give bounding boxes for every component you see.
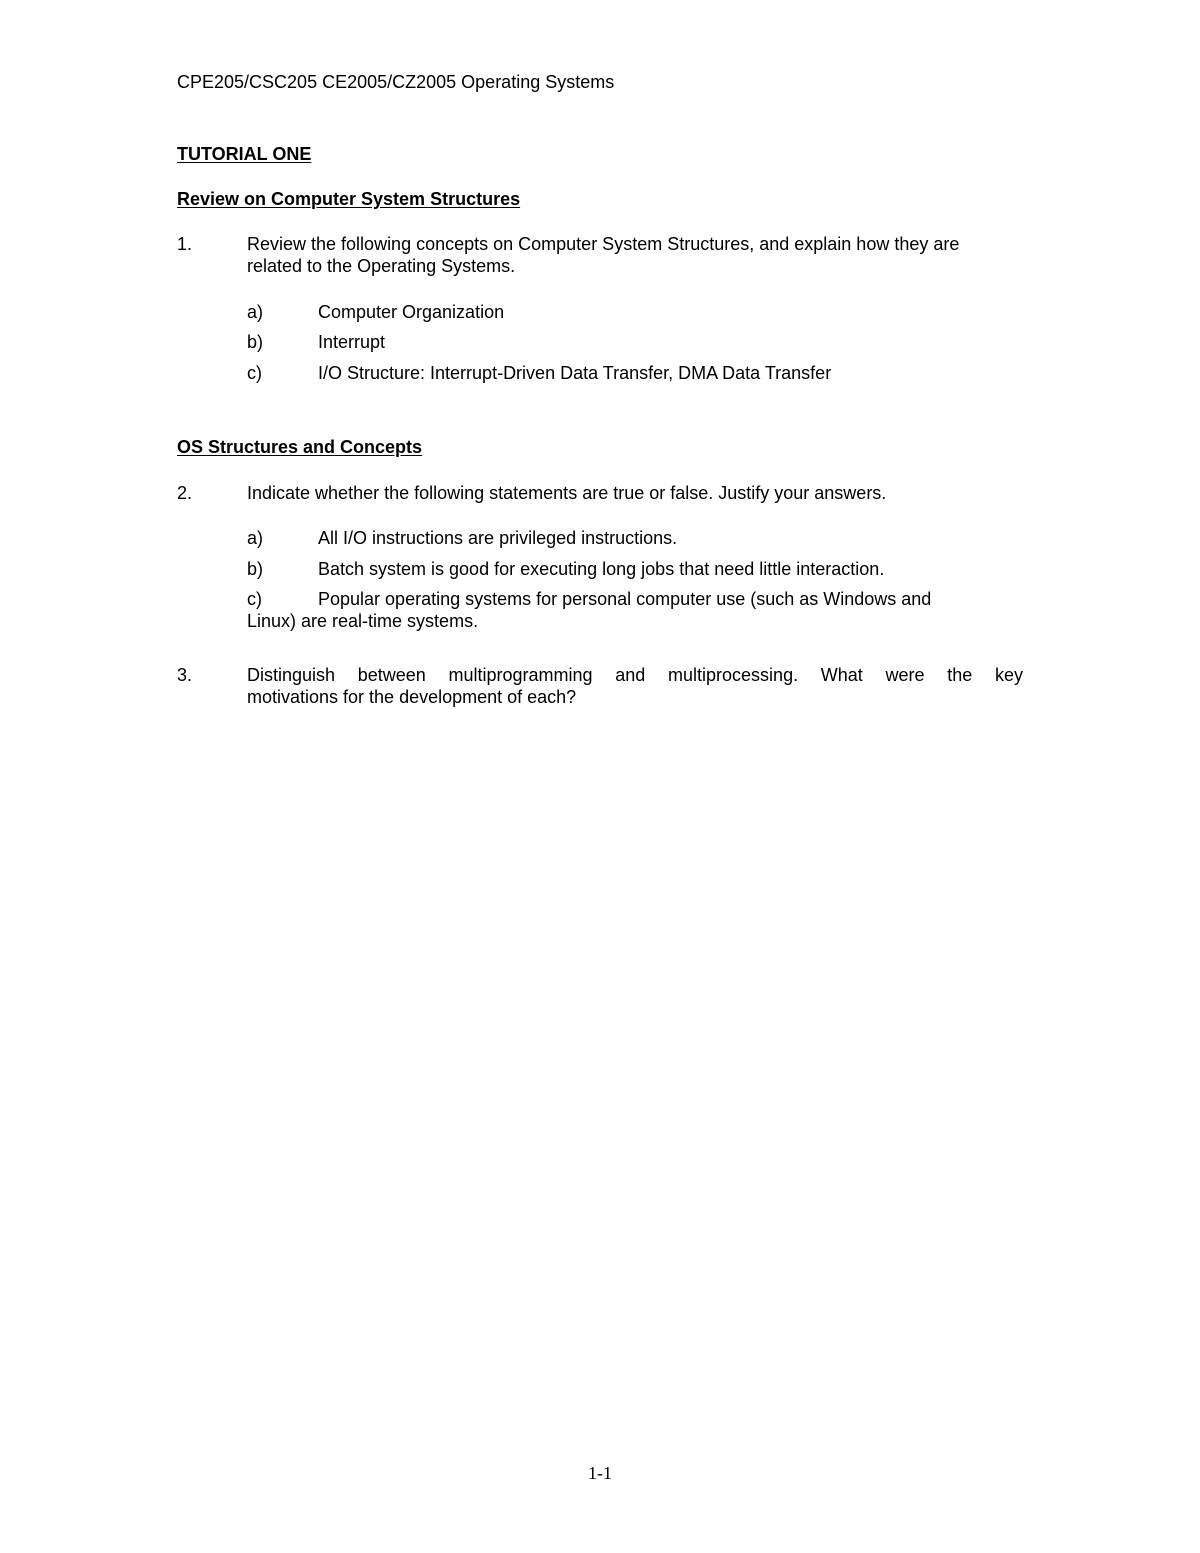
sub-item-letter: b): [247, 559, 264, 579]
sub-item-c: [247, 588, 1023, 632]
sub-item-text-line: Popular operating systems for personal computer use (such as Windows and: [318, 589, 932, 609]
sub-item-letter: c): [247, 589, 262, 609]
sub-item-text: Interrupt: [318, 332, 386, 352]
section-heading-os-structures: OS Structures and Concepts: [177, 437, 423, 457]
sub-item-text: Batch system is good for executing long jobs that need little interaction.: [318, 559, 885, 579]
sub-item-letter: c): [247, 363, 262, 383]
sub-item-text: Computer Organization: [318, 302, 505, 322]
question-text: [247, 233, 1023, 277]
page-number: 1-1: [588, 1463, 612, 1483]
sub-item-letter: a): [247, 528, 264, 548]
question-text: [247, 664, 1023, 708]
sub-item-text: All I/O instructions are privileged instructions.: [318, 528, 678, 548]
sub-item-letter: b): [247, 332, 264, 352]
question-text-line: related to the Operating Systems.: [247, 256, 516, 276]
question-text-line: Review the following concepts on Computer System Structures, and explain how they are: [247, 234, 960, 254]
question-number: 2.: [177, 483, 193, 503]
question-number: 3.: [177, 665, 193, 685]
sub-item-text: I/O Structure: Interrupt-Driven Data Transfer, DMA Data Transfer: [318, 363, 832, 383]
question-text-line: Distinguish between multiprogramming and multiprocessing. What were the key: [247, 665, 1023, 685]
tutorial-title: TUTORIAL ONE: [177, 144, 312, 164]
sub-item-letter: a): [247, 302, 264, 322]
question-text: Indicate whether the following statements are true or false. Justify your answers.: [247, 483, 887, 503]
sub-item-text-line: Linux) are real-time systems.: [247, 611, 479, 631]
question-number: 1.: [177, 234, 193, 254]
course-header: CPE205/CSC205 CE2005/CZ2005 Operating Systems: [177, 72, 615, 92]
section-heading-computer-system-structures: Review on Computer System Structures: [177, 189, 521, 209]
question-text-line: motivations for the development of each?: [247, 687, 577, 707]
